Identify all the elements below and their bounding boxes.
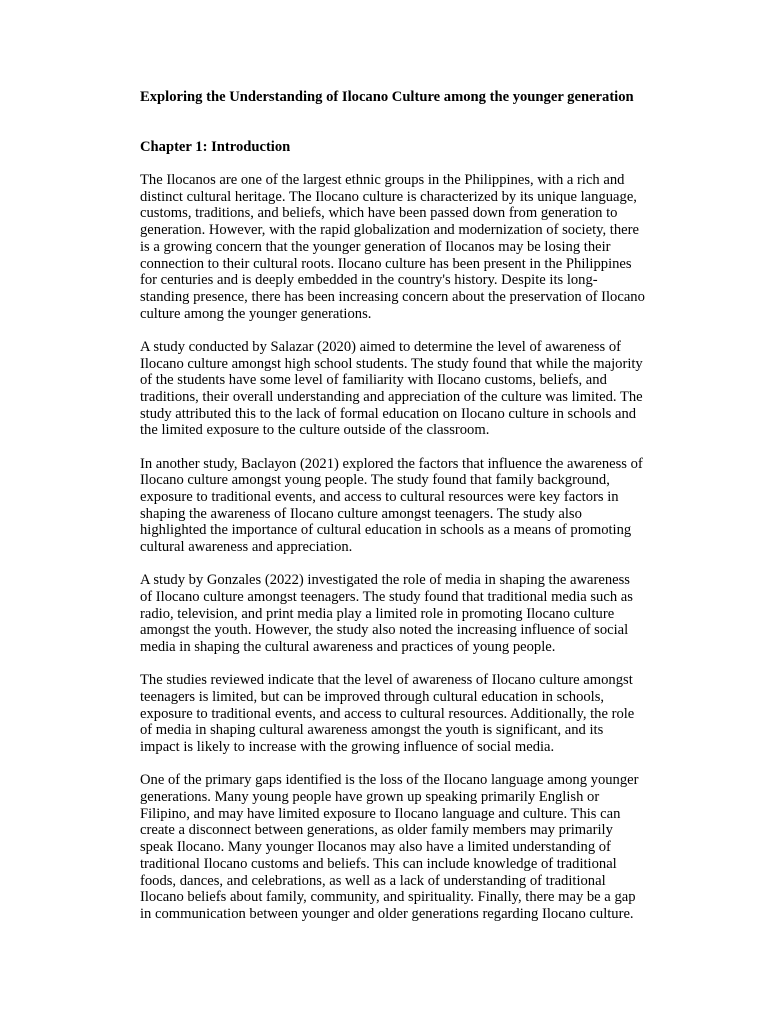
- text-line: study attributed this to the lack of formal education on Ilocano culture in schools and: [140, 405, 637, 422]
- body-text: [140, 172, 680, 939]
- text-line: highlighted the importance of cultural education in schools as a means of promoting: [140, 522, 632, 539]
- text-line: of media in shaping cultural awareness amongst the youth is significant, and its: [140, 722, 604, 739]
- paragraph-2: [140, 339, 680, 439]
- text-line: Ilocano culture amongst young people. The study found that family background,: [140, 472, 610, 489]
- paragraph-6: [140, 772, 680, 922]
- text-line: of the students have some level of familiarity with Ilocano customs, beliefs, and: [140, 372, 607, 389]
- text-line: is a growing concern that the younger generation of Ilocanos may be losing their: [140, 238, 611, 255]
- text-line: exposure to traditional events, and access to cultural resources were key factors in: [140, 488, 619, 505]
- text-line: the limited exposure to the culture outside of the classroom.: [140, 422, 490, 439]
- text-line: cultural awareness and appreciation.: [140, 539, 353, 556]
- text-line: exposure to traditional events, and access to cultural resources. Additionally, the role: [140, 705, 635, 722]
- text-line: generations. Many young people have grown up speaking primarily English or: [140, 789, 600, 805]
- text-line: traditions, their overall understanding and appreciation of the culture was limited. The: [140, 388, 643, 405]
- text-line: create a disconnect between generations, as older family members may primarily: [140, 822, 613, 839]
- text-line: amongst the youth. However, the study also noted the increasing influence of social: [140, 622, 629, 639]
- text-line: connection to their cultural roots. Ilocano culture has been present in the Philippines: [140, 255, 632, 272]
- text-line: media in shaping the cultural awareness and practices of young people.: [140, 639, 556, 656]
- text-line: Ilocano beliefs about family, community, and spirituality. Finally, there may be a gap: [140, 889, 636, 906]
- text-line: for centuries and is deeply embedded in the country's history. Despite its long-: [140, 272, 598, 289]
- text-line: shaping the awareness of Ilocano culture amongst teenagers. The study also: [140, 505, 582, 522]
- text-line: The studies reviewed indicate that the level of awareness of Ilocano culture amongst: [140, 672, 633, 689]
- text-line: A study conducted by Salazar (2020) aimed to determine the level of awareness of: [140, 338, 622, 355]
- text-line: culture among the younger generations.: [140, 305, 372, 322]
- text-line: distinct cultural heritage. The Ilocano culture is characterized by its unique language,: [140, 188, 637, 205]
- paragraph-1: [140, 172, 680, 322]
- text-line: in communication between younger and older generations regarding Ilocano culture.: [140, 905, 634, 922]
- text-line: One of the primary gaps identified is the loss of the Ilocano language among younger: [140, 772, 639, 789]
- text-line: A study by Gonzales (2022) investigated the role of media in shaping the awareness: [140, 572, 630, 589]
- text-line: foods, dances, and celebrations, as well as a lack of understanding of traditional: [140, 872, 606, 889]
- text-line: The Ilocanos are one of the largest ethnic groups in the Philippines, with a rich and: [140, 172, 625, 188]
- text-line: Ilocano culture amongst high school students. The study found that while the majority: [140, 355, 643, 372]
- text-line: speak Ilocano. Many younger Ilocanos may also have a limited understanding of: [140, 839, 611, 856]
- text-line: radio, television, and print media play a limited role in promoting Ilocano culture: [140, 605, 615, 622]
- paragraph-4: [140, 572, 680, 656]
- text-line: In another study, Baclayon (2021) explored the factors that influence the awareness of: [140, 455, 643, 472]
- text-line: Filipino, and may have limited exposure to Ilocano language and culture. This can: [140, 805, 621, 822]
- text-line: of Ilocano culture amongst teenagers. The study found that traditional media such as: [140, 588, 633, 605]
- document-title: Exploring the Understanding of Ilocano Culture among the younger generation: [140, 89, 634, 105]
- paragraph-3: [140, 456, 680, 556]
- text-line: traditional Ilocano customs and beliefs. This can include knowledge of traditional: [140, 855, 617, 872]
- text-line: customs, traditions, and beliefs, which have been passed down from generation to: [140, 205, 618, 222]
- text-line: generation. However, with the rapid globalization and modernization of society, there: [140, 222, 639, 239]
- text-line: teenagers is limited, but can be improved through cultural education in schools,: [140, 688, 605, 705]
- paragraph-5: [140, 672, 680, 756]
- text-line: impact is likely to increase with the growing influence of social media.: [140, 739, 555, 756]
- chapter-heading: Chapter 1: Introduction: [140, 139, 291, 155]
- text-line: standing presence, there has been increasing concern about the preservation of Ilocano: [140, 288, 645, 305]
